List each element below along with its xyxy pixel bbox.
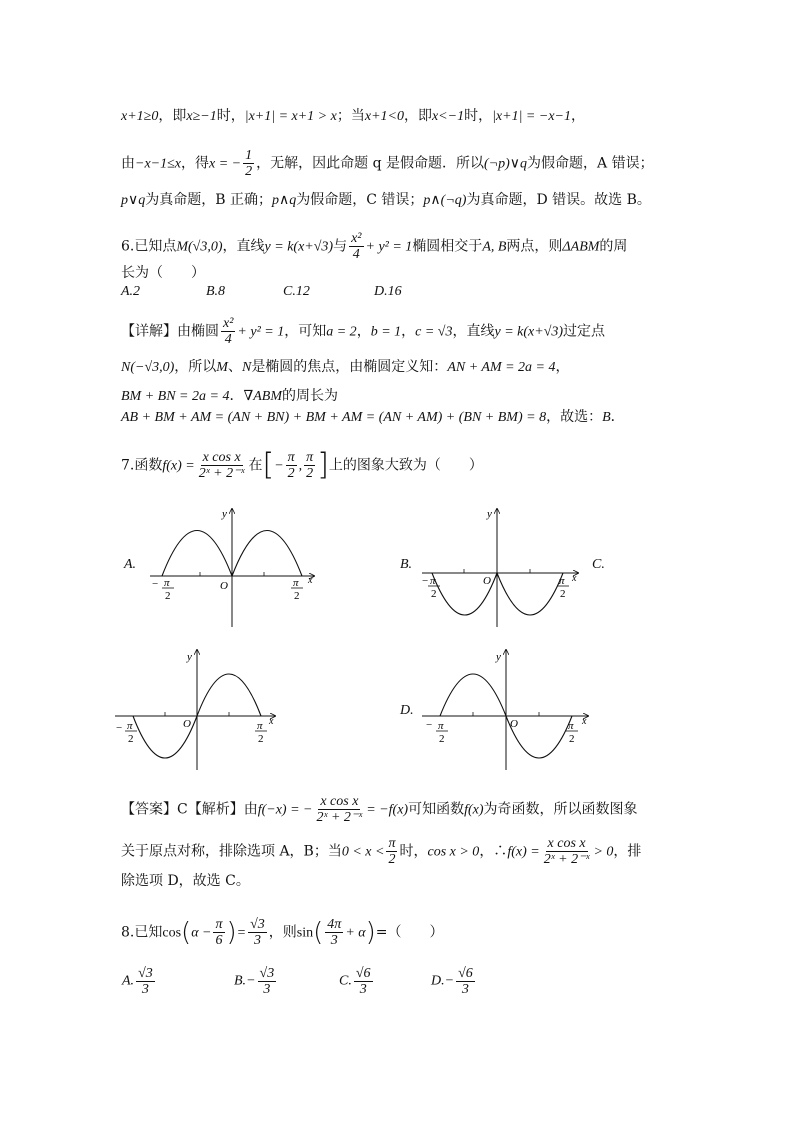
text: ，则	[268, 924, 297, 941]
sol5-line-2	[121, 148, 654, 179]
fraction	[286, 450, 297, 481]
text: 为假命题，A 错误；	[527, 155, 654, 172]
denominator: 2ˣ + 2⁻ˣ	[316, 810, 363, 825]
denominator: 4	[352, 247, 360, 262]
expr: f(−x) = −	[257, 802, 313, 818]
fraction	[213, 917, 224, 948]
expr: = −f(x)	[366, 802, 409, 818]
text: ，可知	[284, 323, 327, 340]
numerator: π	[306, 450, 314, 465]
expr: cos x > 0	[427, 844, 480, 860]
svg-text:−: −	[152, 578, 159, 590]
expr: a = 2	[326, 324, 357, 340]
svg-text:π: π	[568, 720, 574, 732]
fraction: $\frac{√6}{3}$	[355, 966, 371, 997]
text: 与	[333, 238, 348, 255]
fraction	[542, 836, 592, 867]
numerator: π	[215, 917, 223, 932]
text: ，∴	[479, 843, 508, 860]
q7-answer-line-3	[121, 871, 250, 891]
q8-option-b: B.− $\frac{√3}{3}$	[234, 966, 275, 997]
expr: BM + BN = 2a = 4	[121, 389, 230, 404]
numerator: √3	[250, 917, 265, 932]
text: 长为（ ）	[121, 265, 205, 281]
svg-text:2: 2	[128, 733, 134, 745]
q6-option-c: C.12	[283, 284, 310, 299]
text: 的周	[599, 238, 628, 255]
q6-solution-line-4	[121, 407, 625, 428]
text: 为奇函数，所以函数图象	[483, 801, 638, 818]
q8-option-a: A. $\frac{√3}{3}$	[122, 966, 153, 997]
text: 时，	[216, 108, 245, 124]
q6-solution-line-1	[121, 316, 605, 347]
expr: p∧(¬q)	[423, 193, 467, 208]
q6-option-d: D.16	[374, 284, 402, 299]
expr: ΔABM	[562, 239, 600, 255]
expr: x+1≥0	[121, 109, 159, 124]
svg-text:π: π	[559, 575, 565, 587]
denominator: 2	[306, 466, 314, 481]
expr: x = −	[209, 156, 242, 172]
expr: cos	[162, 925, 182, 941]
svg-text:π: π	[257, 720, 263, 732]
text: ，	[571, 108, 585, 124]
svg-text:π: π	[430, 575, 436, 587]
graph-label-b: B.	[400, 557, 413, 572]
text: 可知函数	[408, 801, 465, 818]
text: ．	[229, 388, 244, 404]
numerator: x²	[351, 231, 362, 246]
text: 为假命题，C 错误；	[296, 192, 424, 208]
fraction	[386, 836, 397, 867]
text: 由	[121, 155, 135, 172]
numerator: x cos x	[547, 836, 586, 851]
graph-b	[420, 505, 590, 630]
text: 椭圆相交于	[412, 238, 483, 255]
graph-d	[420, 648, 595, 773]
numerator: 1	[245, 148, 253, 163]
expr: =	[236, 925, 247, 941]
expr: |x+1| = −x−1	[492, 109, 571, 124]
denominator: 3	[330, 933, 338, 948]
expr: M	[216, 360, 228, 375]
numerator: π	[287, 450, 295, 465]
denominator: 2ˣ + 2⁻ˣ	[543, 852, 590, 867]
fraction	[315, 794, 365, 825]
svg-text:−: −	[116, 722, 123, 734]
denominator: 3	[253, 933, 261, 948]
text: 【详解】由椭圆	[121, 323, 219, 340]
svg-text:y: y	[487, 508, 492, 520]
expr: N(−√3,0)	[121, 360, 175, 375]
numerator: x cos x	[202, 450, 241, 465]
text: 上的图象大致为（ ）	[328, 457, 483, 474]
q6-option-b: B.8	[206, 284, 226, 299]
expr: b = 1	[370, 324, 402, 340]
svg-text:O: O	[510, 718, 518, 730]
left-bracket: [	[262, 447, 275, 483]
expr: x<−1	[431, 109, 465, 124]
text: ，即	[158, 108, 187, 124]
expr: AN + AM = 2a = 4	[447, 360, 556, 375]
numerator: x cos x	[320, 794, 359, 809]
numerator: x²	[223, 316, 234, 331]
expr: α −	[191, 925, 212, 941]
svg-text:2: 2	[431, 588, 437, 600]
expr: ∇ABM	[243, 389, 282, 404]
expr: (¬p)∨q	[484, 156, 528, 172]
svg-text:x: x	[582, 716, 587, 727]
q6-option-a: A.2	[121, 284, 141, 299]
q7-answer-line-1	[121, 794, 638, 825]
svg-text:−: −	[426, 719, 433, 731]
fraction: $\frac{√3}{3}$	[259, 966, 275, 997]
text: ，排	[613, 843, 642, 860]
expr: x+1<0	[364, 109, 404, 124]
expr: 0 < x <	[341, 844, 385, 860]
svg-text:2: 2	[569, 733, 575, 745]
text: ，得	[181, 155, 210, 172]
expr: y = k(x+√3)	[264, 239, 334, 255]
q8-option-d: D.− $\frac{√6}{3}$	[431, 966, 473, 997]
svg-text:x: x	[572, 573, 577, 584]
q8-stem: 8.已知cos(α − $\frac{\pi}{6}$ )= $\frac{√3}{3}$ ，则sin( $\frac{4\pi}{3}$ + α)=（ ）	[121, 917, 444, 948]
sol5-line-3	[121, 190, 651, 211]
text: ，	[555, 359, 570, 375]
text: 时，	[464, 108, 493, 124]
fraction	[248, 917, 267, 948]
origin-label: O	[220, 580, 228, 592]
denominator: 2ˣ + 2⁻ˣ	[198, 466, 245, 481]
text: ，直线	[222, 238, 265, 255]
expr: A, B	[482, 239, 507, 255]
svg-text:2: 2	[165, 590, 171, 602]
text: 时，	[399, 843, 428, 860]
text: 两点，则	[506, 238, 563, 255]
q6-stem-line-2	[121, 263, 205, 283]
text: 7.函数	[121, 457, 163, 474]
svg-text:y: y	[496, 651, 501, 663]
graph-label-a: A.	[124, 557, 137, 572]
text: ．	[610, 409, 625, 425]
expr: y = k(x+√3)	[494, 324, 564, 340]
expr: f(x) =	[162, 458, 195, 474]
expr: −x−1≤x	[135, 156, 182, 172]
fraction	[325, 917, 343, 948]
text: 为真命题，D 错误。故选 B。	[466, 192, 651, 208]
numerator: π	[388, 836, 396, 851]
text: 的周长为	[282, 388, 338, 404]
q7-answer-line-2	[121, 836, 641, 867]
expr: f(x) =	[507, 844, 540, 860]
expr: p∧q	[272, 193, 297, 208]
expr: + α	[345, 925, 366, 941]
text: ，即	[403, 108, 432, 124]
denominator: 4	[224, 332, 232, 347]
text: ，直线	[452, 323, 495, 340]
text: ，所以	[174, 359, 217, 375]
expr: + y² = 1	[365, 239, 413, 255]
expr: M(√3,0)	[176, 239, 223, 255]
fraction	[349, 231, 363, 262]
graph-label-c: C.	[592, 557, 605, 572]
svg-text:π: π	[438, 720, 444, 732]
fraction	[197, 450, 247, 481]
svg-text:O: O	[183, 718, 191, 730]
svg-text:O: O	[483, 575, 491, 587]
svg-text:π: π	[127, 720, 133, 732]
expr: B	[602, 410, 611, 425]
y-label: y	[222, 508, 227, 520]
graph-c	[113, 648, 288, 773]
svg-text:π: π	[293, 577, 299, 589]
text: 【答案】C【解析】由	[121, 801, 258, 818]
svg-text:π: π	[164, 577, 170, 589]
svg-text:−: −	[422, 575, 429, 587]
expr: c = √3	[415, 324, 453, 340]
text: 为真命题，B 正确；	[145, 192, 272, 208]
numerator: 4π	[327, 917, 342, 932]
expr: f(x)	[464, 802, 484, 818]
x-label: x	[308, 575, 313, 586]
text: 在	[248, 457, 263, 474]
fraction: $\frac{√3}{3}$	[138, 966, 153, 997]
expr: p∨q	[121, 193, 146, 208]
denominator: 6	[215, 933, 223, 948]
right-bracket: ]	[317, 447, 329, 483]
svg-text:2: 2	[294, 590, 300, 602]
expr: + y² = 1	[237, 324, 285, 340]
text: 8.已知	[121, 924, 163, 941]
graph-a	[148, 505, 328, 630]
text: ，无解，因此命题 q 是假命题．所以	[256, 155, 484, 172]
text: ，	[401, 323, 416, 340]
fraction	[243, 148, 254, 179]
text: ，故选：	[546, 409, 603, 425]
q6-solution-line-2	[121, 357, 570, 378]
svg-text:x: x	[269, 716, 274, 727]
text: ，	[356, 323, 371, 340]
graph-label-d: D.	[400, 703, 414, 718]
text: 除选项 D，故选 C。	[121, 873, 250, 889]
denominator: 2	[388, 852, 396, 867]
fraction	[304, 450, 315, 481]
text: 、	[227, 359, 242, 375]
svg-text:2: 2	[439, 733, 445, 745]
expr: x≥−1	[186, 109, 217, 124]
text: 关于原点对称，排除选项 A，B；当	[121, 843, 342, 860]
expr: > 0	[593, 844, 614, 860]
sol5-line-1	[121, 106, 585, 127]
svg-text:y: y	[187, 651, 192, 663]
text: =（ ）	[375, 924, 444, 941]
text: 过定点	[563, 323, 606, 340]
denominator: 2	[245, 164, 253, 179]
svg-text:2: 2	[560, 588, 566, 600]
denominator: 2	[287, 466, 295, 481]
fraction: $\frac{√6}{3}$	[458, 966, 473, 997]
q8-option-c: C. $\frac{√6}{3}$	[339, 966, 371, 997]
q6-stem-line-1	[121, 231, 627, 262]
expr: |x+1| = x+1 > x	[244, 109, 337, 124]
q7-stem: 7.函数f(x) = $\frac{\text{x cos x}}{\text{2ˣ + 2⁻ˣ}}$ 在[− $\frac{\pi}{2}$ , $\frac{\pi}{2}$ ]上的图象大致为（ ）	[121, 447, 483, 483]
expr: sin	[296, 925, 314, 941]
q6-solution-line-3	[121, 386, 338, 407]
text: 是椭圆的焦点，由椭圆定义知：	[251, 359, 448, 375]
fraction	[221, 316, 235, 347]
text: ；当	[336, 108, 365, 124]
expr: N	[241, 360, 252, 375]
expr: AB + BM + AM = (AN + BN) + BM + AM = (AN + AM) + (BN + BM) = 8	[121, 410, 547, 425]
text: 6.已知点	[121, 238, 177, 255]
svg-text:2: 2	[258, 733, 264, 745]
